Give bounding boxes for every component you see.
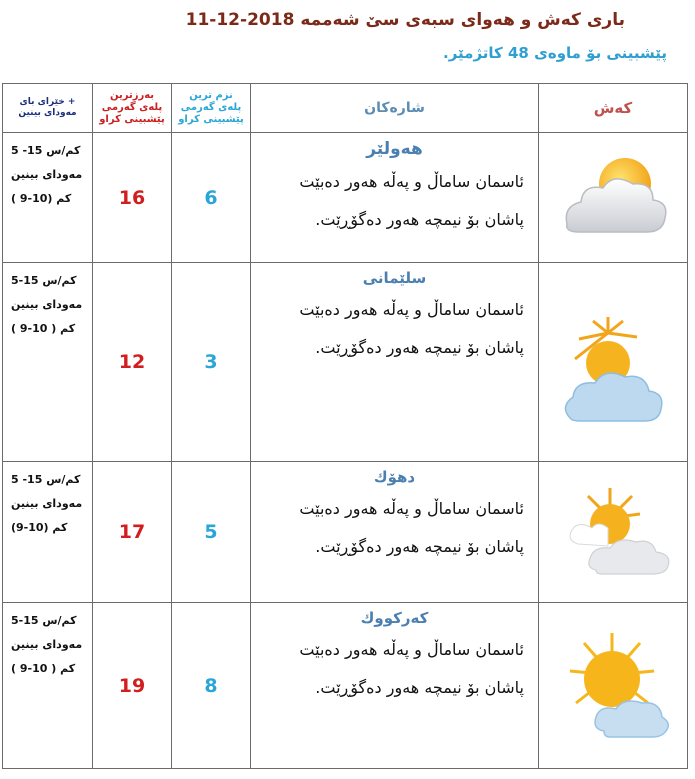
city-name: دهۆك — [373, 468, 416, 486]
max-temp: 16 — [93, 133, 172, 263]
max-temp: 17 — [93, 462, 172, 603]
forecast-line: پاشان بۆ نیمچە هەور دەگۆڕێت. — [315, 537, 524, 556]
city-name: سلێمانی — [362, 269, 427, 287]
forecast-line: ئاسمان ساماڵ و پەڵە هەور دەبێت — [299, 172, 524, 191]
max-temp: 12 — [93, 263, 172, 462]
weather-icon-cell — [539, 462, 688, 603]
forecast-line: ئاسمان ساماڵ و پەڵە هەور دەبێت — [299, 300, 524, 319]
visibility-range: ( 9-10 ) كم — [11, 662, 76, 675]
header-max-line: پلەی گەرمی — [101, 102, 163, 113]
header-min-line: نزم ترین — [189, 90, 233, 101]
header-min-line: پلەی گەرمی — [180, 102, 242, 113]
page-title: باری كەش و هەوای سبەی سێ شەممە 2018-12-11 — [185, 10, 625, 30]
wind-speed: 5 -15 كم/س — [11, 473, 81, 486]
forecast-text — [251, 490, 538, 566]
table-row — [3, 263, 688, 462]
forecast-table — [2, 83, 688, 769]
forecast-line: ئاسمان ساماڵ و پەڵە هەور دەبێت — [299, 640, 524, 659]
visibility-label: مەودای بینین — [11, 638, 83, 651]
wind-speed: 5-15 كم/س — [11, 274, 77, 287]
forecast-line: پاشان بۆ نیمچە هەور دەگۆڕێت. — [315, 210, 524, 229]
weather-icon-cell — [539, 603, 688, 769]
forecast-line: پاشان بۆ نیمچە هەور دەگۆڕێت. — [315, 338, 524, 357]
header-wind-line: خێرای بای + — [19, 97, 76, 107]
table-header-row — [3, 84, 688, 133]
sun-behind-white-cloud-icon — [548, 480, 678, 580]
table-row — [3, 462, 688, 603]
header-min-line: پێشبینی كراو — [178, 114, 244, 125]
visibility-label: مەودای بینین — [11, 497, 83, 510]
wind-visibility-cell — [3, 462, 93, 603]
forecast-line: ئاسمان ساماڵ و پەڵە هەور دەبێت — [299, 499, 524, 518]
wind-visibility-cell — [3, 133, 93, 263]
header-weather: كەش — [539, 84, 688, 133]
table-row — [3, 603, 688, 769]
min-temp: 3 — [172, 263, 251, 462]
page-subtitle: پێشبینی بۆ ماوەی 48 كاتژمێر. — [443, 44, 667, 62]
max-temp: 19 — [93, 603, 172, 769]
forecast-line: پاشان بۆ نیمچە هەور دەگۆڕێت. — [315, 678, 524, 697]
header-wind — [3, 84, 93, 133]
header-wind-line: مەودای بینین — [18, 108, 77, 118]
sun-behind-blue-cloud-icon — [553, 311, 673, 441]
city-forecast-cell — [251, 603, 539, 769]
city-forecast-cell — [251, 133, 539, 263]
visibility-range: ( 9-10) كم — [11, 192, 72, 205]
visibility-range: ( 9-10 ) كم — [11, 322, 76, 335]
city-name: هەولێر — [366, 139, 423, 159]
city-forecast-cell — [251, 462, 539, 603]
header-max-line: بەرزترین — [109, 90, 155, 101]
forecast-text — [251, 631, 538, 707]
min-temp: 6 — [172, 133, 251, 263]
header-max-line: پێشبینی كراو — [99, 114, 165, 125]
forecast-text — [251, 291, 538, 367]
header-min-temp — [172, 84, 251, 133]
sun-behind-gray-cloud-icon — [553, 136, 673, 256]
min-temp: 5 — [172, 462, 251, 603]
min-temp: 8 — [172, 603, 251, 769]
wind-speed: 5-15 كم/س — [11, 614, 77, 627]
forecast-text — [251, 163, 538, 239]
wind-visibility-cell — [3, 263, 93, 462]
visibility-label: مەودای بینین — [11, 168, 83, 181]
sun-behind-blue-cloud-icon — [548, 619, 678, 749]
table-row — [3, 133, 688, 263]
weather-icon-cell — [539, 263, 688, 462]
city-forecast-cell — [251, 263, 539, 462]
visibility-label: مەودای بینین — [11, 298, 83, 311]
header-cities: شارەكان — [251, 84, 539, 133]
city-name: كەركووك — [360, 609, 429, 627]
wind-speed: 5 -15 كم/س — [11, 144, 81, 157]
wind-visibility-cell — [3, 603, 93, 769]
weather-icon-cell — [539, 133, 688, 263]
visibility-range: (9-10) كم — [11, 521, 68, 534]
header-max-temp — [93, 84, 172, 133]
